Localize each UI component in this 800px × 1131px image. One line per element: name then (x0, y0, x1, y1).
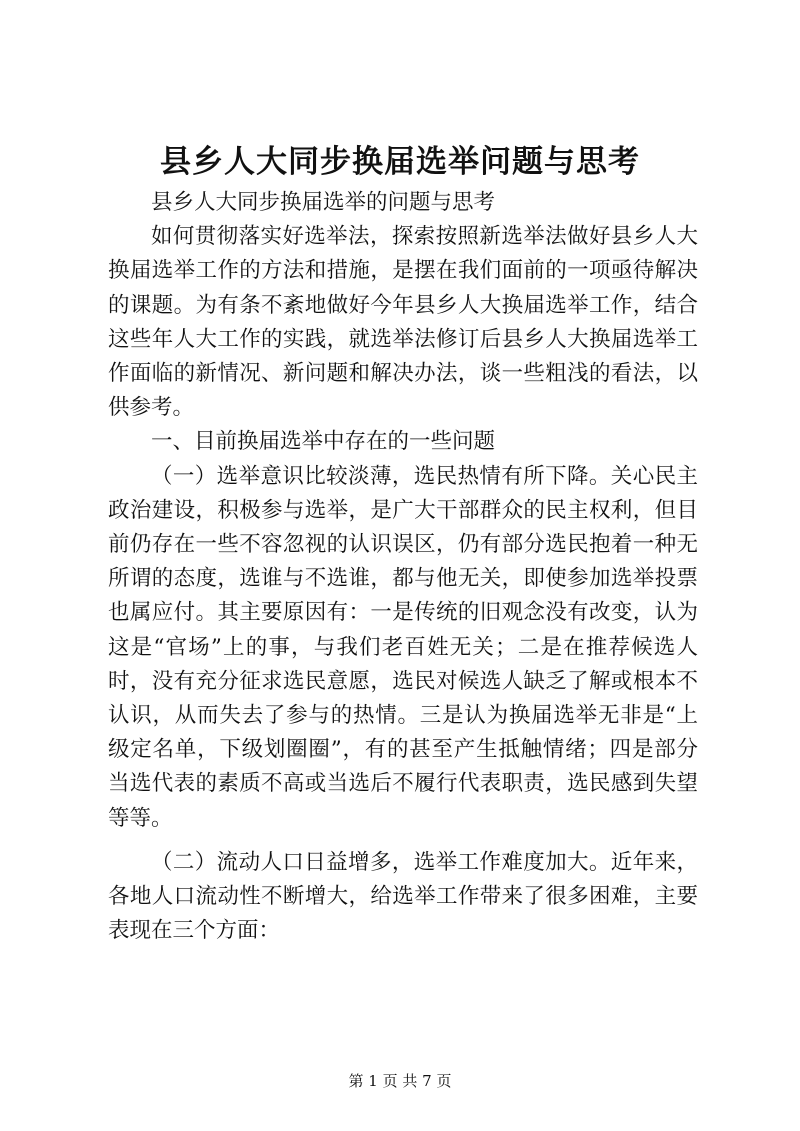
page-number-footer: 第 1 页 共 7 页 (348, 1072, 452, 1090)
body-paragraph: （一）选举意识比较淡薄，选民热情有所下降。关心民主政治建设，积极参与选举，是广大干部群众的民主权利，但目前仍存在一些不容忽视的认识误区，仍有部分选民抱着一种无所谓的态度，选谁与不选谁，都与他无关，即使参加选举投票也属应付。其主要原因有：一是传统的旧观念没有改变，认为这是“官场”上的事，与我们老百姓无关；二是在推荐候选人时，没有充分征求选民意愿，选民对候选人缺乏了解或根本不认识，从而失去了参与的热情。三是认为换届选举无非是“上级定名单，下级划圈圈”，有的甚至产生抵触情绪；四是部分当选代表的素质不高或当选后不履行代表职责，选民感到失望等等。 (108, 463, 698, 831)
document-body (108, 186, 698, 948)
body-paragraph: （二）流动人口日益增多，选举工作难度加大。近年来，各地人口流动性不断增大，给选举工作带来了很多困难，主要表现在三个方面： (108, 849, 698, 944)
intro-paragraph: 如何贯彻落实好选举法，探索按照新选举法做好县乡人大换届选举工作的方法和措施，是摆在我们面前的一项亟待解决的课题。为有条不紊地做好今年县乡人大换届选举工作，结合这些年人大工作的实践，就选举法修订后县乡人大换届选举工作面临的新情况、新问题和解决办法，谈一些粗浅的看法，以供参考。 (108, 224, 698, 421)
subtitle-paragraph: 县乡人大同步换届选举的问题与思考 (151, 190, 496, 215)
section-heading: 一、目前换届选举中存在的一些问题 (151, 429, 496, 455)
document-title: 县乡人大同步换届选举问题与思考 (160, 144, 640, 180)
